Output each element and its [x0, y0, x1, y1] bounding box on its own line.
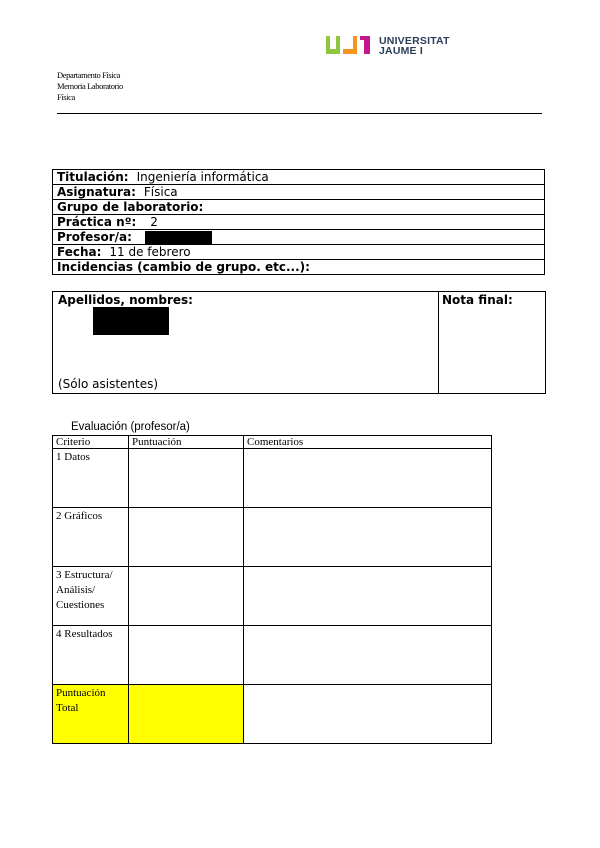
grupo-row — [53, 200, 545, 215]
logo-name-line1: UNIVERSITAT — [379, 35, 450, 47]
puntuacion-cell — [129, 626, 244, 685]
names-redaction — [93, 307, 169, 335]
titulacion-value: Ingeniería informática — [136, 170, 269, 184]
incidencias-label: Incidencias (cambio de grupo. etc...): — [57, 260, 310, 274]
criterio-cell: 1 Datos — [53, 449, 129, 508]
asignatura-label: Asignatura: — [57, 185, 136, 199]
grupo-label: Grupo de laboratorio: — [57, 200, 204, 214]
puntuacion-cell — [129, 508, 244, 567]
header-puntuacion: Puntuación — [129, 436, 244, 449]
names-divider — [438, 292, 439, 393]
header-subject: Física — [57, 92, 75, 102]
logo-mark-i-icon — [360, 36, 374, 54]
university-logo — [326, 33, 451, 57]
comentarios-cell — [244, 567, 492, 626]
report-info-table — [52, 169, 545, 275]
evaluation-row-total — [53, 685, 492, 744]
criterio-total-cell: Puntuación Total — [53, 685, 129, 744]
practica-row — [53, 215, 545, 230]
evaluation-header-row — [53, 436, 492, 449]
incidencias-row — [53, 260, 545, 275]
comentarios-cell — [244, 449, 492, 508]
logo-name-line2: JAUME I — [379, 45, 423, 57]
asignatura-value: Física — [143, 185, 178, 199]
puntuacion-cell — [129, 567, 244, 626]
criterio-cell: 2 Gráficos — [53, 508, 129, 567]
comentarios-cell — [244, 626, 492, 685]
profesor-redaction — [145, 231, 212, 244]
nota-final-label: Nota final: — [442, 293, 513, 307]
header-department: Departamento Física — [57, 70, 120, 80]
header-comentarios: Comentarios — [244, 436, 492, 449]
criterio-cell: 4 Resultados — [53, 626, 129, 685]
puntuacion-total-cell — [129, 685, 244, 744]
logo-mark-j-icon — [343, 36, 357, 54]
solo-asistentes-note: (Sólo asistentes) — [58, 377, 159, 391]
header-criterio: Criterio — [53, 436, 129, 449]
asignatura-row — [53, 185, 545, 200]
evaluation-row-graficos — [53, 508, 492, 567]
profesor-label: Profesor/a: — [57, 230, 132, 244]
evaluation-title: Evaluación (profesor/a) — [71, 421, 190, 433]
comentarios-cell — [244, 508, 492, 567]
evaluation-row-resultados — [53, 626, 492, 685]
fecha-value: 11 de febrero — [109, 245, 191, 259]
logo-mark-u-icon — [326, 36, 340, 54]
attendees-box — [52, 291, 546, 394]
header-divider — [57, 113, 542, 114]
evaluation-row-datos — [53, 449, 492, 508]
apellidos-label: Apellidos, nombres: — [58, 293, 193, 307]
profesor-row — [53, 230, 545, 245]
practica-value: 2 — [150, 215, 158, 229]
criterio-cell: 3 Estructura/ Análisis/ Cuestiones — [53, 567, 129, 626]
comentarios-cell — [244, 685, 492, 744]
fecha-label: Fecha: — [57, 245, 102, 259]
practica-label: Práctica nº: — [57, 215, 137, 229]
puntuacion-cell — [129, 449, 244, 508]
evaluation-table — [52, 435, 492, 744]
titulacion-row — [53, 170, 545, 185]
header-memoria: Memoria Laboratorio — [57, 81, 123, 91]
evaluation-row-estructura — [53, 567, 492, 626]
fecha-row — [53, 245, 545, 260]
titulacion-label: Titulación: — [57, 170, 129, 184]
